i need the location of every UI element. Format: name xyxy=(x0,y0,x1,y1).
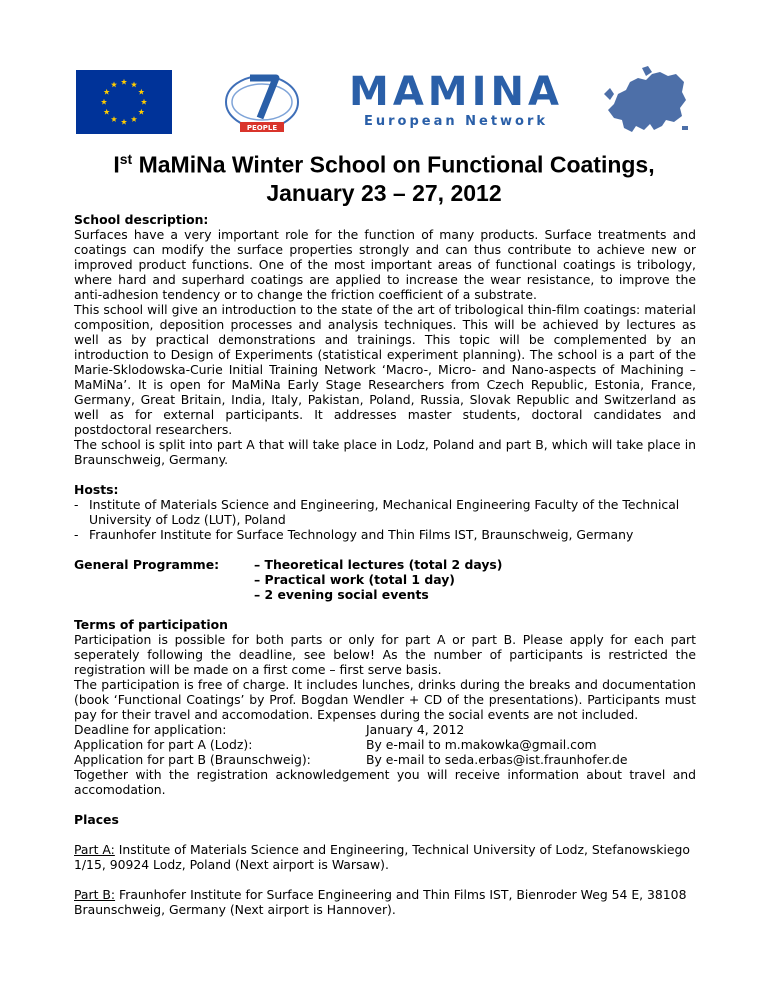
terms-paragraph-2: The participation is free of charge. It includes lunches, drinks during the breaks and documentation (book ‘Functional Coatings’ by Prof. Bogdan Wendler + CD of the presentations). Participants must pay for their travel and accomodation. Expenses during the social events are not included. xyxy=(74,677,696,722)
europe-map-logo xyxy=(596,64,692,144)
place-part-a-label: Part A: xyxy=(74,842,115,857)
place-part-b-text: Fraunhofer Institute for Surface Engineering and Thin Films IST, Bienroder Weg 54 E, 38108 Braunschweig, Germany (Next airport is Hannover). xyxy=(74,887,687,917)
general-programme-list xyxy=(254,557,502,602)
mamina-logo-title: MAMINA xyxy=(349,69,563,115)
eu-flag-logo xyxy=(76,70,172,134)
deadline-label: Deadline for application: xyxy=(74,722,227,737)
application-part-a-row xyxy=(74,737,696,752)
title-ordinal-suffix: st xyxy=(119,151,133,167)
deadline-row xyxy=(74,722,696,737)
places-heading: Places xyxy=(74,812,119,827)
title-line-1-text: MaMiNa Winter School on Functional Coatings, xyxy=(132,151,655,178)
logo-bar xyxy=(0,38,768,138)
programme-item: – Theoretical lectures (total 2 days) xyxy=(254,557,503,572)
page-title xyxy=(60,145,708,207)
host-item xyxy=(74,497,696,527)
hosts-heading: Hosts: xyxy=(74,482,119,497)
host-bullet: - xyxy=(74,527,79,542)
application-part-b-row xyxy=(74,752,696,767)
place-part-b xyxy=(74,887,696,917)
host-bullet: - xyxy=(74,497,79,512)
application-part-b-value: By e-mail to seda.erbas@ist.fraunhofer.de xyxy=(366,752,628,767)
fp7-people-label: PEOPLE xyxy=(246,124,278,132)
terms-heading: Terms of participation xyxy=(74,617,228,632)
general-programme xyxy=(74,557,696,602)
school-description-heading: School description: xyxy=(74,212,209,227)
school-description-paragraph-1: Surfaces have a very important role for the function of many products. Surface treatments and coatings can modify the surface properties strongly and can thus contribute to achieve new or improved product functions. One of the most important areas of functional coatings is tribology, where hard and superhard coatings are applied to increase the wear resistance, to improve the anti-adhesion tendency or to change the friction coefficient of a substrate. xyxy=(74,227,696,302)
school-description-paragraph-3: The school is split into part A that will take place in Lodz, Poland and part B, which will take place in Braunschweig, Germany. xyxy=(74,437,696,467)
place-part-a xyxy=(74,842,696,872)
terms-paragraph-3: Together with the registration acknowledgement you will receive information about travel and accomodation. xyxy=(74,767,696,797)
title-ordinal: I xyxy=(113,151,120,178)
application-part-b-label: Application for part B (Braunschweig): xyxy=(74,752,311,767)
title-line-1 xyxy=(60,145,708,179)
title-line-2: January 23 – 27, 2012 xyxy=(266,179,502,206)
programme-item: – 2 evening social events xyxy=(254,587,429,602)
terms-paragraph-1: Participation is possible for both parts or only for part A or part B. Please apply for each part seperately following the deadline, see below! As the number of participants is restricted the registration will be made on a first come – first serve basis. xyxy=(74,632,696,677)
place-part-b-label: Part B: xyxy=(74,887,116,902)
programme-item: – Practical work (total 1 day) xyxy=(254,572,455,587)
document-body xyxy=(74,212,696,917)
host-item-text: Institute of Materials Science and Engineering, Mechanical Engineering Faculty of the Technical University of Lodz (LUT), Poland xyxy=(89,497,680,527)
place-part-a-text: Institute of Materials Science and Engineering, Technical University of Lodz, Stefanowskiego 1/15, 90924 Lodz, Poland (Next airport is Warsaw). xyxy=(74,842,690,872)
host-item-text: Fraunhofer Institute for Surface Technology and Thin Films IST, Braunschweig, Germany xyxy=(89,527,634,542)
mamina-logo xyxy=(336,70,576,140)
application-part-a-value: By e-mail to m.makowka@gmail.com xyxy=(366,737,597,752)
mamina-logo-subtitle: European Network xyxy=(363,114,549,129)
fp7-people-logo xyxy=(222,66,302,138)
deadline-value: January 4, 2012 xyxy=(366,722,465,737)
school-description-paragraph-2: This school will give an introduction to the state of the art of tribological thin-film coatings: material composition, deposition processes and analysis techniques. This will be achieved by lectures as well as by practical demonstrations and trainings. This topic will be complemented by an introduction to Design of Experiments (statistical experiment planning). The school is a part of the Marie-Sklodowska-Curie Initial Training Network ‘Macro-, Micro- and Nano-aspects of Machining – MaMiNa’. It is open for MaMiNa Early Stage Researchers from Czech Republic, Estonia, France, Germany, Great Britain, India, Italy, Pakistan, Poland, Russia, Slovak Republic and Switzerland as well as for external participants. It addresses master students, doctoral candidates and postdoctoral researchers. xyxy=(74,302,696,437)
application-part-a-label: Application for part A (Lodz): xyxy=(74,737,253,752)
general-programme-label: General Programme: xyxy=(74,557,220,572)
host-item xyxy=(74,527,696,542)
